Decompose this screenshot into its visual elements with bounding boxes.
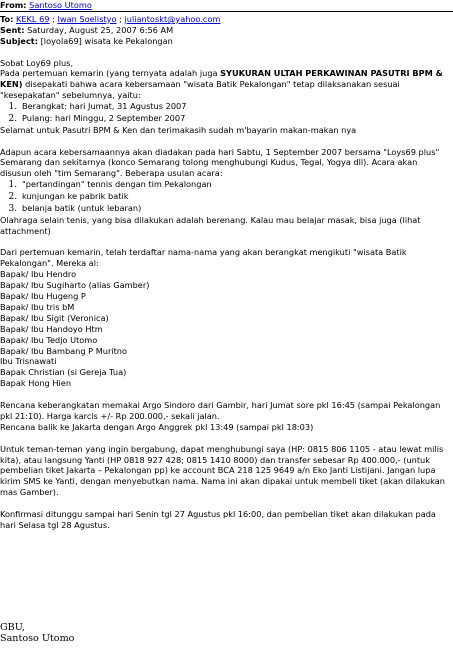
paragraph-agreement — [0, 68, 451, 101]
signature-block — [0, 622, 74, 644]
paragraph-join-info: Untuk teman-teman yang ingin bergabung, dapat menghubungi saya (HP: 0815 806 1105 - atau lewat milis kita), atau langsung Yanti (HP 0818 927 428; 0815 1410 8000) dan transfer sebesar Rp 400.000,- (untuk pembelian tiket Jakarta – Pekalongan pp) ke account BCA 218 125 9649 a/n Eko Janti Listijani. Jangan lupa kirim SMS ke Yanti, dengan menyebutkan nama. Nama ini akan dipakai untuk membeli tiket (akan dilakukan mas Gamber). — [0, 443, 445, 498]
list-item: Bapak/ Ibu Sigit (Veronica) — [0, 312, 109, 323]
header-divider — [0, 11, 453, 12]
list-item: Bapak Hong Hien — [0, 378, 72, 389]
paragraph-departure: Rencana keberangkatan memakai Argo Sindoro dari Gambir, hari Jumat sore pkl 16:45 (sampai Pekalongan pkl 21:10). Harga karcis +/- Rp 200.000,- sekali jalan. — [0, 400, 441, 421]
subject-label: Subject: — [0, 35, 38, 46]
to-row — [0, 14, 450, 25]
paragraph-text: Pada pertemuan kemarin (yang ternyata adalah juga — [0, 68, 221, 79]
sent-value: Saturday, August 25, 2007 6:56 AM — [27, 24, 174, 35]
sent-label: Sent: — [0, 24, 25, 35]
list-item: 2. Pulang: hari Minggu, 2 September 2007 — [20, 113, 451, 125]
from-label: From: — [0, 0, 27, 10]
signature-name: Santoso Utomo — [0, 633, 75, 644]
list-item: Bapak/ Ibu Hendro — [0, 269, 77, 280]
to-separator: ; — [49, 13, 58, 24]
sent-row — [0, 25, 450, 36]
from-row — [0, 0, 450, 11]
list-item: Bapak/ Ibu Tedjo Utomo — [0, 334, 98, 345]
subject-value: [loyola69] wisata ke Pekalongan — [40, 35, 173, 46]
paragraph-thanks: Selamat untuk Pasutri BPM & Ken dan terimakasih sudah m'bayarin makan-makan nya — [0, 124, 357, 135]
to-recipient-julianto-link[interactable]: juliantoskt@yahoo.com — [124, 13, 221, 24]
list-item: 1. "pertandingan" tennis dengan tim Pekalongan — [20, 179, 451, 191]
email-body — [0, 47, 453, 531]
list-item: 2. kunjungan ke pabrik batik — [20, 191, 451, 203]
to-separator: ; — [116, 13, 125, 24]
to-recipient-kekl69-link[interactable]: KEKL 69 — [16, 13, 50, 24]
paragraph-sports: Olahraga selain tenis, yang bisa dilakukan adalah berenang. Kalau mau belajar masak, bisa juga (lihat attachment) — [0, 214, 421, 236]
activities-list — [0, 179, 451, 214]
names-list — [0, 269, 451, 389]
schedule-list — [0, 101, 451, 125]
list-item: 3. belanja batik (untuk lebaran) — [20, 203, 451, 215]
paragraph-bold-text: SYUKURAN ULTAH PERKAWINAN PASUTRI BPM & KEN) — [0, 68, 443, 90]
list-item: Bapak/ Ibu tris bM — [0, 301, 75, 312]
paragraph-text: disepakati bahwa acara kebersamaan "wisata Batik Pekalongan" tetap dilaksanakan sesuai "kesepakatan" sebelumnya, yaitu: — [0, 79, 400, 101]
paragraph-confirmation: Konfirmasi ditunggu sampai hari Senin tgl 27 Agustus pkl 16:00, dan pembelian tiket akan dilakukan pada hari Selasa tgl 28 Agustus. — [0, 509, 436, 530]
list-item: Bapak/ Ibu Hugeng P — [0, 290, 86, 301]
paragraph-return: Rencana balik ke Jakarta dengan Argo Anggrek pkl 13:49 (sampai pkl 18:03) — [0, 421, 314, 432]
list-item: Bapak/ Ibu Handoyo Htm — [0, 323, 103, 334]
email-header — [0, 0, 453, 47]
subject-row — [0, 36, 450, 47]
list-item: 1. Berangkat: hari Jumat, 31 Agustus 2007 — [20, 101, 451, 113]
closing: GBU, — [0, 622, 25, 633]
paragraph-registered: Dari pertemuan kemarin, telah terdaftar nama-nama yang akan berangkat mengikuti "wisata Batik Pekalongan". Mereka al: — [0, 247, 407, 269]
greeting: Sobat Loy69 plus, — [0, 57, 74, 68]
to-recipient-iwan-link[interactable]: Iwan Soelistyo — [57, 13, 117, 24]
to-label: To: — [0, 13, 14, 24]
list-item: Bapak/ Ibu Sugiharto (alias Gamber) — [0, 280, 150, 291]
paragraph-event: Adapun acara kebersamaannya akan diadakan pada hari Sabtu, 1 September 2007 bersama "Loys69 plus" Semarang dan sekitarnya (konco Semarang tolong menghubungi Kudus, Tegal, Yogya dll). Acara akan disusun oleh "tim Semarang". Beberapa usulan acara: — [0, 146, 440, 179]
list-item: Bapak Christian (si Gereja Tua) — [0, 367, 127, 378]
list-item: Ibu Trisnawati — [0, 356, 57, 367]
from-sender-link[interactable]: Santoso Utomo — [29, 0, 92, 10]
list-item: Bapak/ Ibu Bambang P Muritno — [0, 345, 128, 356]
